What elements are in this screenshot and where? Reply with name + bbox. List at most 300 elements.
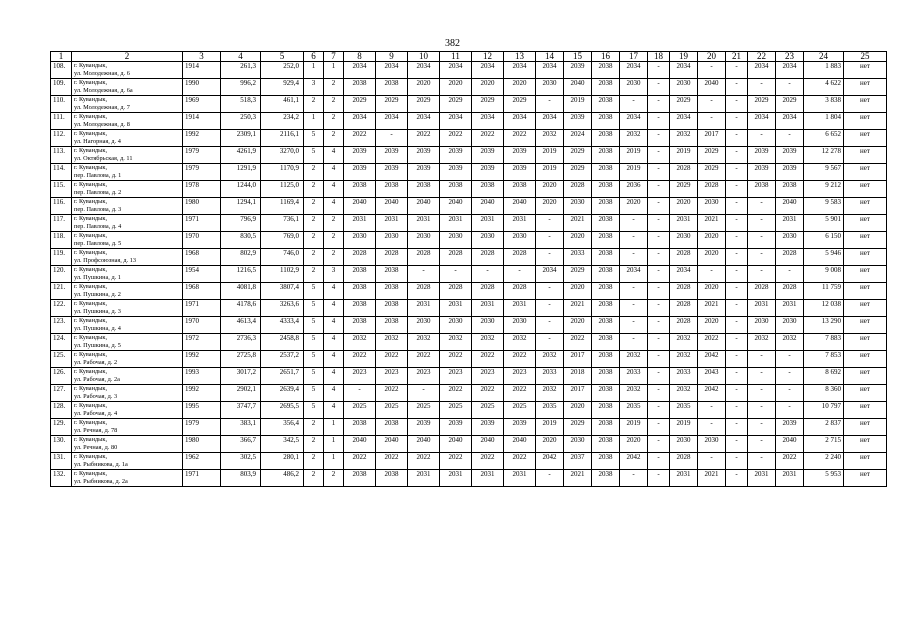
year-cell-text: - xyxy=(735,130,738,138)
year-cell-text: 2038 xyxy=(598,79,613,87)
year-cell xyxy=(620,317,648,334)
cost-cell xyxy=(804,130,844,147)
year-cell xyxy=(592,130,620,147)
year-cell xyxy=(344,232,376,249)
year-cell-text: - xyxy=(390,130,393,138)
year-cell xyxy=(440,232,472,249)
year-cell xyxy=(344,249,376,266)
cost-cell-text: 9 212 xyxy=(825,181,841,189)
year-cell-text: 2021 xyxy=(570,470,585,478)
year-cell-text: 2017 xyxy=(570,351,585,359)
count-cell xyxy=(324,266,344,283)
living-area-cell-text: 486,2 xyxy=(283,470,299,478)
year-cell xyxy=(620,215,648,232)
year-cell xyxy=(748,198,776,215)
address-cell-text: г. Кувандык, xyxy=(74,232,108,239)
year-cell xyxy=(564,266,592,283)
year-cell xyxy=(536,130,564,147)
year-cell xyxy=(564,402,592,419)
living-area-cell-text: 342,5 xyxy=(283,436,299,444)
status-cell xyxy=(844,96,887,113)
address-cell xyxy=(72,147,183,164)
year-cell-text: 2032 xyxy=(626,351,641,359)
year-cell-text: - xyxy=(735,419,738,427)
address-cell-text: пер. Павлова, д. 3 xyxy=(74,205,122,213)
build-year-cell-text: 1970 xyxy=(185,317,199,325)
cost-cell xyxy=(804,96,844,113)
year-cell-text: 2021 xyxy=(570,300,585,308)
year-cell xyxy=(748,334,776,351)
year-cell xyxy=(648,453,670,470)
year-cell xyxy=(440,453,472,470)
count-cell-text: 4 xyxy=(331,385,336,393)
year-cell xyxy=(440,385,472,402)
year-cell-text: 2038 xyxy=(598,181,613,189)
address-cell xyxy=(72,249,183,266)
address-cell xyxy=(72,164,183,181)
row-number-cell xyxy=(51,249,72,266)
count-cell xyxy=(324,79,344,96)
year-cell-text: - xyxy=(657,215,660,223)
year-cell-text: 2031 xyxy=(512,215,527,223)
build-year-cell-text: 1980 xyxy=(185,436,199,444)
count-cell xyxy=(324,232,344,249)
year-cell-text: 2038 xyxy=(598,402,613,410)
year-cell-text: - xyxy=(657,113,660,121)
year-cell xyxy=(670,181,698,198)
living-area-cell-text: 2695,5 xyxy=(279,402,299,410)
year-cell-text: 2031 xyxy=(512,470,527,478)
year-cell-text: 2034 xyxy=(754,113,769,121)
living-area-cell xyxy=(261,470,304,487)
year-cell-text: - xyxy=(422,385,425,393)
count-cell xyxy=(324,147,344,164)
count-cell-text: 2 xyxy=(331,113,336,121)
year-cell xyxy=(564,113,592,130)
address-cell xyxy=(72,130,183,147)
count-cell xyxy=(324,164,344,181)
build-year-cell-text: 1972 xyxy=(185,334,199,342)
year-cell-text: - xyxy=(735,436,738,444)
year-cell xyxy=(592,317,620,334)
year-cell-text: 2034 xyxy=(626,266,641,274)
year-cell-text: - xyxy=(735,385,738,393)
year-cell-text: - xyxy=(710,113,713,121)
total-area-cell-text: 4261,9 xyxy=(236,147,256,155)
row-number-cell xyxy=(51,283,72,300)
year-cell xyxy=(748,402,776,419)
year-cell-text: 2020 xyxy=(704,283,719,291)
year-cell xyxy=(648,300,670,317)
count-cell xyxy=(324,198,344,215)
total-area-cell-text: 4613,4 xyxy=(236,317,256,325)
build-year-cell-text: 1979 xyxy=(185,147,199,155)
total-area-cell-text: 1291,9 xyxy=(236,164,256,172)
row-number-cell-text: 131. xyxy=(53,453,66,461)
year-cell-text: 2019 xyxy=(626,419,641,427)
row-number-cell xyxy=(51,385,72,402)
year-cell xyxy=(726,283,748,300)
living-area-cell-text: 1125,0 xyxy=(280,181,299,189)
living-area-cell-text: 461,1 xyxy=(283,96,299,104)
year-cell xyxy=(408,419,440,436)
status-cell xyxy=(844,130,887,147)
year-cell-text: 2038 xyxy=(598,368,613,376)
year-cell xyxy=(504,419,536,436)
address-cell xyxy=(72,113,183,130)
year-cell xyxy=(472,385,504,402)
year-cell-text: 2032 xyxy=(416,334,431,342)
year-cell xyxy=(698,402,726,419)
year-cell xyxy=(620,453,648,470)
year-cell xyxy=(592,436,620,453)
status-cell xyxy=(844,351,887,368)
year-cell xyxy=(698,130,726,147)
year-cell-text: 2039 xyxy=(352,164,367,172)
year-cell xyxy=(648,368,670,385)
address-cell xyxy=(72,385,183,402)
living-area-cell xyxy=(261,385,304,402)
year-cell-text: 2039 xyxy=(448,419,463,427)
year-cell-text: - xyxy=(657,249,660,257)
year-cell-text: - xyxy=(657,436,660,444)
year-cell-text: 2039 xyxy=(416,164,431,172)
year-cell xyxy=(472,283,504,300)
year-cell-text: 2034 xyxy=(754,62,769,70)
living-area-cell xyxy=(261,300,304,317)
cost-cell xyxy=(804,62,844,79)
count-cell-text: 5 xyxy=(311,300,316,308)
total-area-cell xyxy=(221,62,261,79)
year-cell xyxy=(592,232,620,249)
status-cell-text: нет xyxy=(860,62,870,70)
year-cell-text: 2028 xyxy=(512,249,527,257)
year-cell-text: 2028 xyxy=(782,283,797,291)
status-cell-text: нет xyxy=(860,334,870,342)
year-cell-text: 2020 xyxy=(448,79,463,87)
year-cell-text: 2022 xyxy=(782,453,797,461)
year-cell-text: 2020 xyxy=(626,436,641,444)
year-cell xyxy=(472,147,504,164)
total-area-cell-text: 803,9 xyxy=(240,470,256,478)
year-cell xyxy=(592,470,620,487)
row-number-cell-text: 130. xyxy=(53,436,66,444)
year-cell xyxy=(408,62,440,79)
row-number-cell-text: 125. xyxy=(53,351,66,359)
year-cell xyxy=(376,181,408,198)
row-number-cell-text: 132. xyxy=(53,470,66,478)
year-cell-text: 2039 xyxy=(754,164,769,172)
year-cell xyxy=(564,62,592,79)
year-cell xyxy=(748,351,776,368)
year-cell-text: - xyxy=(657,334,660,342)
year-cell-text: 2031 xyxy=(676,470,691,478)
year-cell xyxy=(748,113,776,130)
total-area-cell-text: 802,9 xyxy=(240,249,256,257)
table-row xyxy=(51,402,887,419)
year-cell-text: - xyxy=(657,96,660,104)
year-cell xyxy=(472,368,504,385)
year-cell xyxy=(504,317,536,334)
year-cell-text: - xyxy=(657,164,660,172)
total-area-cell xyxy=(221,164,261,181)
year-cell xyxy=(440,96,472,113)
table-row xyxy=(51,351,887,368)
year-cell-text: 2029 xyxy=(704,147,719,155)
build-year-cell-text: 1980 xyxy=(185,198,199,206)
total-area-cell-text: 1216,5 xyxy=(236,266,256,274)
year-cell-text: 2029 xyxy=(480,96,495,104)
year-cell xyxy=(592,334,620,351)
count-cell-text: 3 xyxy=(311,79,316,87)
year-cell-text: 2038 xyxy=(384,300,399,308)
year-cell-text: - xyxy=(710,96,713,104)
year-cell xyxy=(648,334,670,351)
year-cell xyxy=(504,96,536,113)
year-cell-text: - xyxy=(710,266,713,274)
status-cell-text: нет xyxy=(860,453,870,461)
year-cell-text: 2040 xyxy=(416,198,431,206)
address-cell-text: г. Кувандык, xyxy=(74,368,108,375)
year-cell-text: - xyxy=(632,300,635,308)
year-cell-text: 2030 xyxy=(782,232,797,240)
year-cell-text: 2038 xyxy=(598,249,613,257)
year-cell-text: - xyxy=(657,198,660,206)
year-cell-text: 2018 xyxy=(570,368,585,376)
year-cell-text: 2029 xyxy=(754,96,769,104)
year-cell-text: 2039 xyxy=(512,147,527,155)
year-cell-text: 2038 xyxy=(598,351,613,359)
column-number-cell: 7 xyxy=(324,52,344,62)
year-cell xyxy=(536,215,564,232)
address-cell-text: г. Кувандык, xyxy=(74,147,108,154)
column-number-cell: 22 xyxy=(748,52,776,62)
year-cell-text: 2028 xyxy=(416,249,431,257)
year-cell xyxy=(592,453,620,470)
living-area-cell xyxy=(261,266,304,283)
build-year-cell-text: 1970 xyxy=(185,232,199,240)
year-cell-text: 2030 xyxy=(448,232,463,240)
count-cell xyxy=(324,96,344,113)
year-cell-text: 2025 xyxy=(512,402,527,410)
year-cell-text: 2040 xyxy=(384,198,399,206)
year-cell xyxy=(344,198,376,215)
status-cell xyxy=(844,62,887,79)
year-cell-text: 2040 xyxy=(782,436,797,444)
count-cell-text: 5 xyxy=(311,317,316,325)
status-cell-text: нет xyxy=(860,283,870,291)
row-number-cell xyxy=(51,351,72,368)
year-cell xyxy=(776,232,804,249)
count-cell xyxy=(304,266,324,283)
year-cell-text: 2030 xyxy=(676,436,691,444)
row-number-cell-text: 114. xyxy=(53,164,65,172)
count-cell-text: 5 xyxy=(311,283,316,291)
table-row xyxy=(51,266,887,283)
year-cell xyxy=(376,402,408,419)
year-cell-text: 2034 xyxy=(676,266,691,274)
year-cell-text: 2034 xyxy=(480,113,495,121)
count-cell-text: 4 xyxy=(331,147,336,155)
year-cell xyxy=(536,96,564,113)
column-number-cell: 9 xyxy=(376,52,408,62)
year-cell-text: 2034 xyxy=(352,113,367,121)
count-cell-text: 2 xyxy=(331,249,336,257)
row-number-cell-text: 108. xyxy=(53,62,66,70)
year-cell-text: 2034 xyxy=(782,113,797,121)
year-cell-text: - xyxy=(735,232,738,240)
status-cell-text: нет xyxy=(860,419,870,427)
year-cell xyxy=(698,79,726,96)
year-cell-text: 2032 xyxy=(480,334,495,342)
year-cell xyxy=(504,402,536,419)
count-cell xyxy=(304,317,324,334)
build-year-cell xyxy=(183,249,221,266)
address-cell-text: ул. Рыбникова, д. 2а xyxy=(74,477,128,485)
row-number-cell-text: 112. xyxy=(53,130,65,138)
count-cell xyxy=(324,385,344,402)
year-cell xyxy=(564,453,592,470)
year-cell xyxy=(648,266,670,283)
year-cell-text: 2040 xyxy=(480,198,495,206)
year-cell-text: 2028 xyxy=(676,317,691,325)
year-cell xyxy=(504,62,536,79)
year-cell-text: 2028 xyxy=(676,453,691,461)
year-cell xyxy=(620,113,648,130)
year-cell-text: - xyxy=(735,283,738,291)
year-cell-text: - xyxy=(735,266,738,274)
address-cell-text: г. Кувандык, xyxy=(74,283,108,290)
year-cell-text: 2039 xyxy=(384,164,399,172)
year-cell xyxy=(536,198,564,215)
year-cell xyxy=(748,300,776,317)
build-year-cell xyxy=(183,453,221,470)
year-cell xyxy=(564,351,592,368)
count-cell-text: 2 xyxy=(331,232,336,240)
address-cell xyxy=(72,300,183,317)
year-cell-text: 2039 xyxy=(754,147,769,155)
count-cell-text: 2 xyxy=(331,470,336,478)
status-cell xyxy=(844,334,887,351)
address-cell-text: г. Кувандык, xyxy=(74,113,108,120)
year-cell-text: - xyxy=(548,232,551,240)
row-number-cell xyxy=(51,402,72,419)
year-cell-text: 2019 xyxy=(570,96,585,104)
year-cell xyxy=(564,147,592,164)
living-area-cell-text: 2639,4 xyxy=(279,385,299,393)
living-area-cell xyxy=(261,113,304,130)
count-cell-text: 2 xyxy=(311,164,316,172)
year-cell xyxy=(472,249,504,266)
build-year-cell xyxy=(183,385,221,402)
year-cell xyxy=(504,181,536,198)
year-cell-text: 2019 xyxy=(626,147,641,155)
row-number-cell-text: 120. xyxy=(53,266,66,274)
address-cell xyxy=(72,334,183,351)
year-cell xyxy=(564,215,592,232)
total-area-cell-text: 261,3 xyxy=(240,62,256,70)
build-year-cell xyxy=(183,130,221,147)
address-cell-text: ул. Нагорная, д. 4 xyxy=(74,137,121,145)
year-cell xyxy=(620,334,648,351)
count-cell-text: 2 xyxy=(311,419,316,427)
year-cell-text: - xyxy=(657,385,660,393)
build-year-cell xyxy=(183,62,221,79)
year-cell-text: 2034 xyxy=(512,62,527,70)
table-row xyxy=(51,249,887,266)
address-cell-text: г. Кувандык, xyxy=(74,351,108,358)
table-body xyxy=(51,52,887,487)
column-number-cell: 3 xyxy=(183,52,221,62)
column-number-cell: 21 xyxy=(726,52,748,62)
year-cell-text: 2038 xyxy=(598,113,613,121)
year-cell-text: - xyxy=(760,266,763,274)
count-cell xyxy=(304,453,324,470)
total-area-cell-text: 250,3 xyxy=(240,113,256,121)
address-cell-text: ул. Молодежная, д. 8 xyxy=(74,120,130,128)
year-cell-text: 2034 xyxy=(542,62,557,70)
year-cell-text: 2030 xyxy=(384,232,399,240)
cost-cell xyxy=(804,198,844,215)
year-cell xyxy=(344,385,376,402)
year-cell-text: 2022 xyxy=(448,130,463,138)
living-area-cell-text: 1170,9 xyxy=(280,164,299,172)
build-year-cell xyxy=(183,164,221,181)
row-number-cell xyxy=(51,113,72,130)
year-cell xyxy=(440,79,472,96)
year-cell xyxy=(472,215,504,232)
row-number-cell-text: 115. xyxy=(53,181,65,189)
year-cell xyxy=(408,436,440,453)
year-cell xyxy=(344,113,376,130)
status-cell-text: нет xyxy=(860,402,870,410)
row-number-cell-text: 126. xyxy=(53,368,66,376)
year-cell-text: - xyxy=(760,351,763,359)
year-cell-text: 2038 xyxy=(352,470,367,478)
year-cell-text: - xyxy=(760,453,763,461)
year-cell-text: 2034 xyxy=(512,113,527,121)
year-cell xyxy=(648,130,670,147)
year-cell-text: 2031 xyxy=(448,215,463,223)
address-cell-text: ул. Октябрьская, д. 11 xyxy=(74,154,133,162)
year-cell xyxy=(536,334,564,351)
year-cell xyxy=(440,351,472,368)
year-cell-text: 2030 xyxy=(626,79,641,87)
year-cell xyxy=(776,266,804,283)
year-cell xyxy=(748,79,776,96)
year-cell xyxy=(698,453,726,470)
total-area-cell-text: 302,5 xyxy=(240,453,256,461)
year-cell-text: 2029 xyxy=(570,419,585,427)
year-cell-text: 2031 xyxy=(754,470,769,478)
total-area-cell xyxy=(221,283,261,300)
year-cell xyxy=(564,198,592,215)
year-cell xyxy=(408,96,440,113)
year-cell-text: - xyxy=(788,79,791,87)
row-number-cell xyxy=(51,368,72,385)
year-cell-text: 2020 xyxy=(704,232,719,240)
cost-cell xyxy=(804,436,844,453)
count-cell xyxy=(324,62,344,79)
year-cell xyxy=(620,351,648,368)
address-cell xyxy=(72,368,183,385)
year-cell xyxy=(748,164,776,181)
year-cell-text: 2031 xyxy=(352,215,367,223)
year-cell-text: - xyxy=(760,198,763,206)
year-cell xyxy=(440,215,472,232)
living-area-cell xyxy=(261,453,304,470)
cost-cell-text: 8 692 xyxy=(825,368,841,376)
